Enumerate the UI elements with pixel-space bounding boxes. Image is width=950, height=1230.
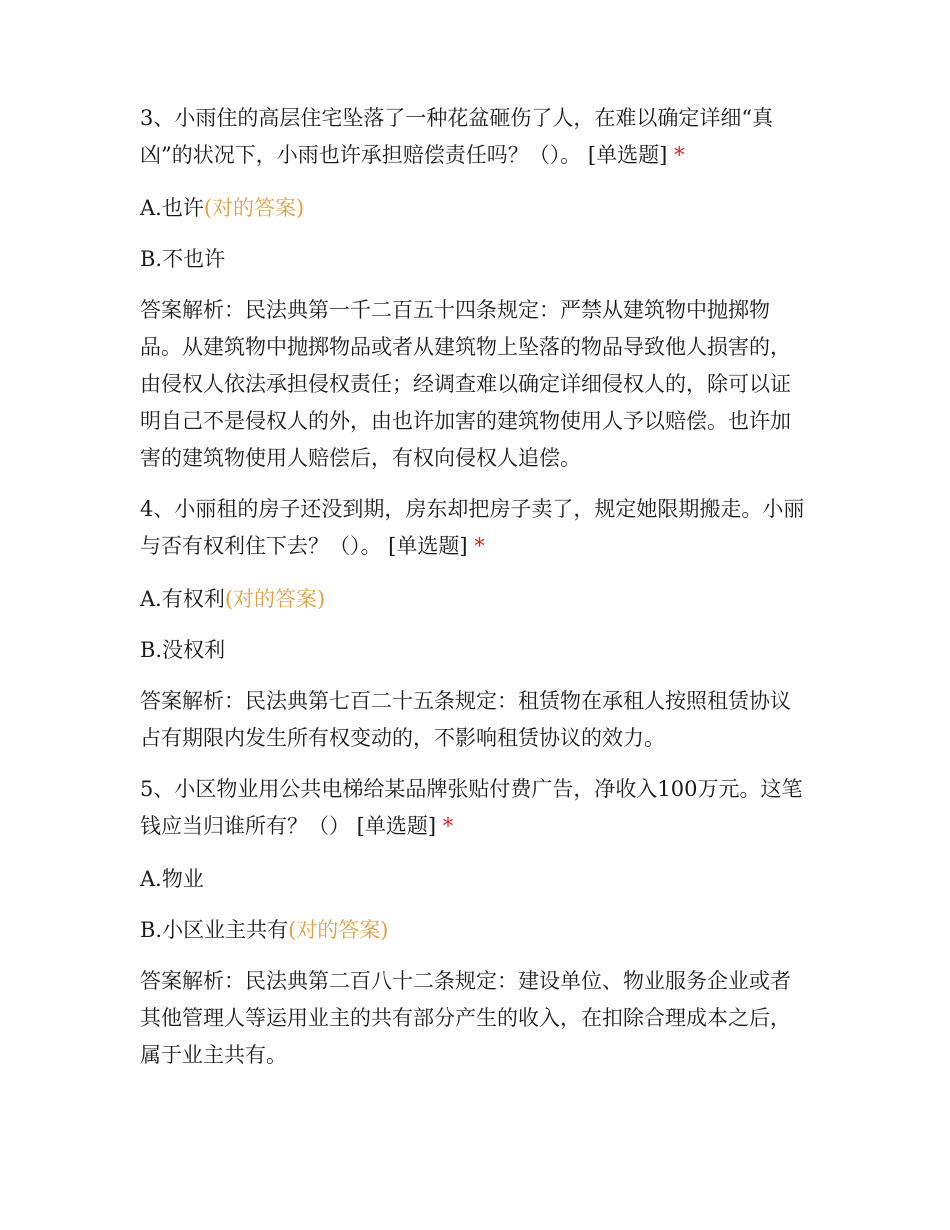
question-4 (140, 491, 810, 565)
answer-explanation: 答案解析：民法典第二百八十二条规定：建设单位、物业服务企业或者其他管理人等运用业主的共有部分产生的收入，在扣除合理成本之后，属于业主共有。 (140, 969, 791, 1067)
required-mark: * (673, 143, 685, 167)
option-a (140, 190, 810, 227)
question-text: 4、小丽租的房子还没到期，房东却把房子卖了，规定她限期搬走。小丽与否有权利住下去？（）。 [单选题] (140, 497, 805, 558)
option-label: B.没权利 (140, 638, 226, 662)
option-label: A.也许 (140, 196, 204, 220)
required-mark: * (442, 814, 454, 838)
correct-answer-tag: (对的答案) (203, 196, 305, 220)
answer-explanation: 答案解析：民法典第七百二十五条规定：租赁物在承租人按照租赁协议占有期限内发生所有权变动的，不影响租赁协议的效力。 (140, 689, 791, 750)
option-label: B.不也许 (140, 247, 226, 271)
option-b (140, 632, 810, 669)
correct-answer-tag: (对的答案) (288, 918, 389, 942)
option-b (140, 241, 810, 278)
question-5 (140, 771, 810, 845)
option-label: A.有权利 (140, 587, 225, 611)
option-a (140, 861, 810, 898)
required-mark: * (474, 534, 485, 558)
option-label: A.物业 (140, 867, 204, 891)
option-b (140, 912, 810, 949)
question-text: 3、小雨住的高层住宅坠落了一种花盆砸伤了人，在难以确定详细“真凶”的状况下，小雨也许承担赔偿责任吗？（）。 [单选题] (140, 106, 774, 167)
answer-explanation: 答案解析：民法典第一千二百五十四条规定：严禁从建筑物中抛掷物品。从建筑物中抛掷物品或者从建筑物上坠落的物品导致他人损害的，由侵权人依法承担侵权责任；经调查难以确定详细侵权人的，除可以证明自己不是侵权人的外，由也许加害的建筑物使用人予以赔偿。也许加害的建筑物使用人赔偿后，有权向侵权人追偿。 (140, 298, 791, 470)
option-label: B.小区业主共有 (140, 918, 289, 942)
option-a (140, 581, 810, 618)
question-3 (140, 100, 810, 174)
correct-answer-tag: (对的答案) (224, 587, 326, 611)
question-text: 5、小区物业用公共电梯给某品牌张贴付费广告，净收入100万元。这笔钱应当归谁所有？（） [单选题] (140, 777, 803, 838)
